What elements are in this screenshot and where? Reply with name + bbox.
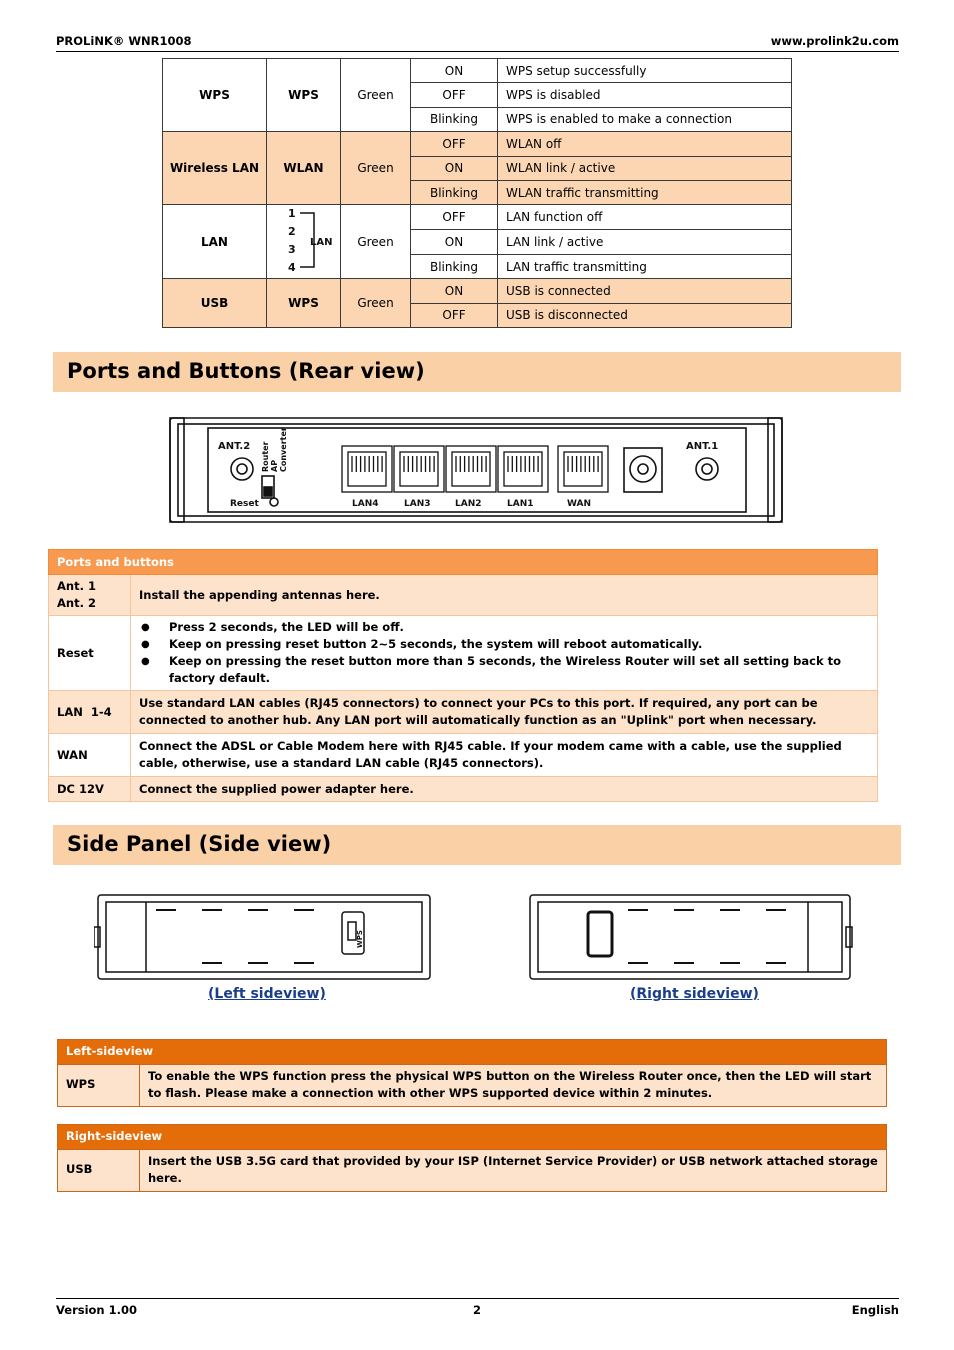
lan-icon-label: LAN xyxy=(309,237,332,249)
right-table-header: Right-sideview xyxy=(58,1125,887,1150)
reset-label: Reset xyxy=(230,499,259,509)
lan-port-number: 3 xyxy=(287,243,296,257)
ap-label: AP xyxy=(270,459,279,472)
ports-row-key: WAN xyxy=(49,734,131,777)
led-state: ON xyxy=(411,279,498,303)
ports-row-value: Connect the ADSL or Cable Modem here with RJ45 cable. If your modem came with a cable, use the supplied cable, otherwise, use a standard LAN cable (RJ45 connectors). xyxy=(131,734,878,777)
wan-label: WAN xyxy=(567,499,592,509)
section-title: Side Panel (Side view) xyxy=(67,832,332,856)
wan-port xyxy=(558,446,608,492)
led-table xyxy=(162,58,792,328)
led-state-description: WPS is disabled xyxy=(498,83,792,107)
led-state: OFF xyxy=(411,303,498,327)
led-panel-name: WPS xyxy=(267,59,341,132)
ports-row-key xyxy=(49,575,131,616)
ant2-label: ANT.2 xyxy=(218,441,251,452)
ports-row-value: Install the appending antennas here. xyxy=(131,575,878,616)
lan-port-number: 4 xyxy=(287,261,296,275)
table-row xyxy=(163,279,792,303)
section-heading-side xyxy=(53,825,901,865)
left-table-value: To enable the WPS function press the physical WPS button on the Wireless Router once, then the LED will start to flash. Please make a connection with other WPS supported device within 2 minutes. xyxy=(140,1064,887,1106)
footer-language: English xyxy=(851,1303,899,1317)
port-socket xyxy=(348,452,386,486)
ports-row-key: Reset xyxy=(49,616,131,691)
header-product: PROLiNK® WNR1008 xyxy=(56,34,192,48)
right-table-value: Insert the USB 3.5G card that provided by your ISP (Internet Service Provider) or USB network attached storage here. xyxy=(140,1149,887,1191)
led-state: Blinking xyxy=(411,107,498,131)
led-state-description: USB is disconnected xyxy=(498,303,792,327)
lan-port xyxy=(394,446,444,492)
page-footer xyxy=(56,1298,899,1318)
led-state: OFF xyxy=(411,83,498,107)
ant1-label: ANT.1 xyxy=(686,441,719,452)
led-color: Green xyxy=(341,205,411,279)
footer-page-number: 2 xyxy=(473,1303,482,1317)
right-table-key: USB xyxy=(58,1149,140,1191)
right-sideview-caption: (Right sideview) xyxy=(630,986,759,1002)
ant-key-1: Ant. 1 xyxy=(57,579,96,593)
led-state-description: LAN function off xyxy=(498,205,792,230)
led-state-description: WPS is enabled to make a connection xyxy=(498,107,792,131)
led-label: USB xyxy=(163,279,267,328)
led-state-description: LAN traffic transmitting xyxy=(498,254,792,279)
led-panel-name: WPS xyxy=(267,279,341,328)
lan1-label: LAN1 xyxy=(507,499,534,509)
footer-version: Version 1.00 xyxy=(56,1303,137,1317)
section-heading-rear xyxy=(53,352,901,392)
led-state-description: WPS setup successfully xyxy=(498,59,792,83)
led-state: ON xyxy=(411,230,498,255)
lan3-label: LAN3 xyxy=(404,499,431,509)
led-state-description: USB is connected xyxy=(498,279,792,303)
ports-row-key: DC 12V xyxy=(49,777,131,802)
led-state: ON xyxy=(411,59,498,83)
port-socket xyxy=(452,452,490,486)
led-label: LAN xyxy=(163,205,267,279)
table-row xyxy=(163,205,792,230)
right-sideview-table xyxy=(57,1124,887,1192)
led-color: Green xyxy=(341,132,411,205)
ports-table xyxy=(48,549,878,802)
lan-port xyxy=(498,446,548,492)
led-label: WPS xyxy=(163,59,267,132)
ports-row-key: LAN 1-4 xyxy=(49,691,131,734)
led-state: Blinking xyxy=(411,254,498,279)
port-socket xyxy=(400,452,438,486)
led-state-description: WLAN off xyxy=(498,132,792,156)
left-sideview-table xyxy=(57,1039,887,1107)
left-sideview-caption: (Left sideview) xyxy=(208,986,326,1002)
led-state-description: WLAN traffic transmitting xyxy=(498,180,792,204)
led-panel-name: WLAN xyxy=(267,132,341,205)
lan-led-icon xyxy=(274,205,334,275)
router-label: Router xyxy=(261,441,270,472)
converter-label: Converter xyxy=(279,427,288,472)
rear-view-figure xyxy=(166,414,786,524)
lan-port-number: 1 xyxy=(287,207,296,221)
ports-table-header: Ports and buttons xyxy=(49,550,878,575)
led-state-description: LAN link / active xyxy=(498,230,792,255)
header-website: www.prolink2u.com xyxy=(770,34,899,48)
led-panel-name xyxy=(267,205,341,279)
table-row xyxy=(163,59,792,83)
reset-bullet-list xyxy=(139,619,869,687)
led-label: Wireless LAN xyxy=(163,132,267,205)
led-color: Green xyxy=(341,279,411,328)
ports-row-value xyxy=(131,616,878,691)
lan2-label: LAN2 xyxy=(455,499,482,509)
led-state: OFF xyxy=(411,132,498,156)
lan-port xyxy=(342,446,392,492)
lan-port-number: 2 xyxy=(287,225,296,239)
wps-button-label: WPS xyxy=(356,930,364,948)
list-item: ● Keep on pressing reset button 2~5 seconds, the system will reboot automatically. xyxy=(139,636,869,653)
left-table-header: Left-sideview xyxy=(58,1040,887,1065)
led-state: Blinking xyxy=(411,180,498,204)
led-state: ON xyxy=(411,156,498,180)
ports-row-value: Connect the supplied power adapter here. xyxy=(131,777,878,802)
led-state: OFF xyxy=(411,205,498,230)
ports-row-value: Use standard LAN cables (RJ45 connectors) to connect your PCs to this port. If required, any port can be connected to another hub. Any LAN port will automatically function as an "Uplink" port when necessary. xyxy=(131,691,878,734)
led-state-description: WLAN link / active xyxy=(498,156,792,180)
led-color: Green xyxy=(341,59,411,132)
list-item: ● Press 2 seconds, the LED will be off. xyxy=(139,619,869,636)
port-socket xyxy=(504,452,542,486)
port-socket xyxy=(564,452,602,486)
section-title: Ports and Buttons (Rear view) xyxy=(67,359,425,383)
table-row xyxy=(163,132,792,156)
lan4-label: LAN4 xyxy=(352,499,379,509)
page-header xyxy=(56,34,899,52)
left-table-key: WPS xyxy=(58,1064,140,1106)
lan-port xyxy=(446,446,496,492)
list-item: ● Keep on pressing the reset button more than 5 seconds, the Wireless Router will set all setting back to factory default. xyxy=(139,653,869,687)
left-sideview-figure xyxy=(94,892,434,982)
right-sideview-figure xyxy=(528,892,858,982)
ant-key-2: Ant. 2 xyxy=(57,596,96,610)
